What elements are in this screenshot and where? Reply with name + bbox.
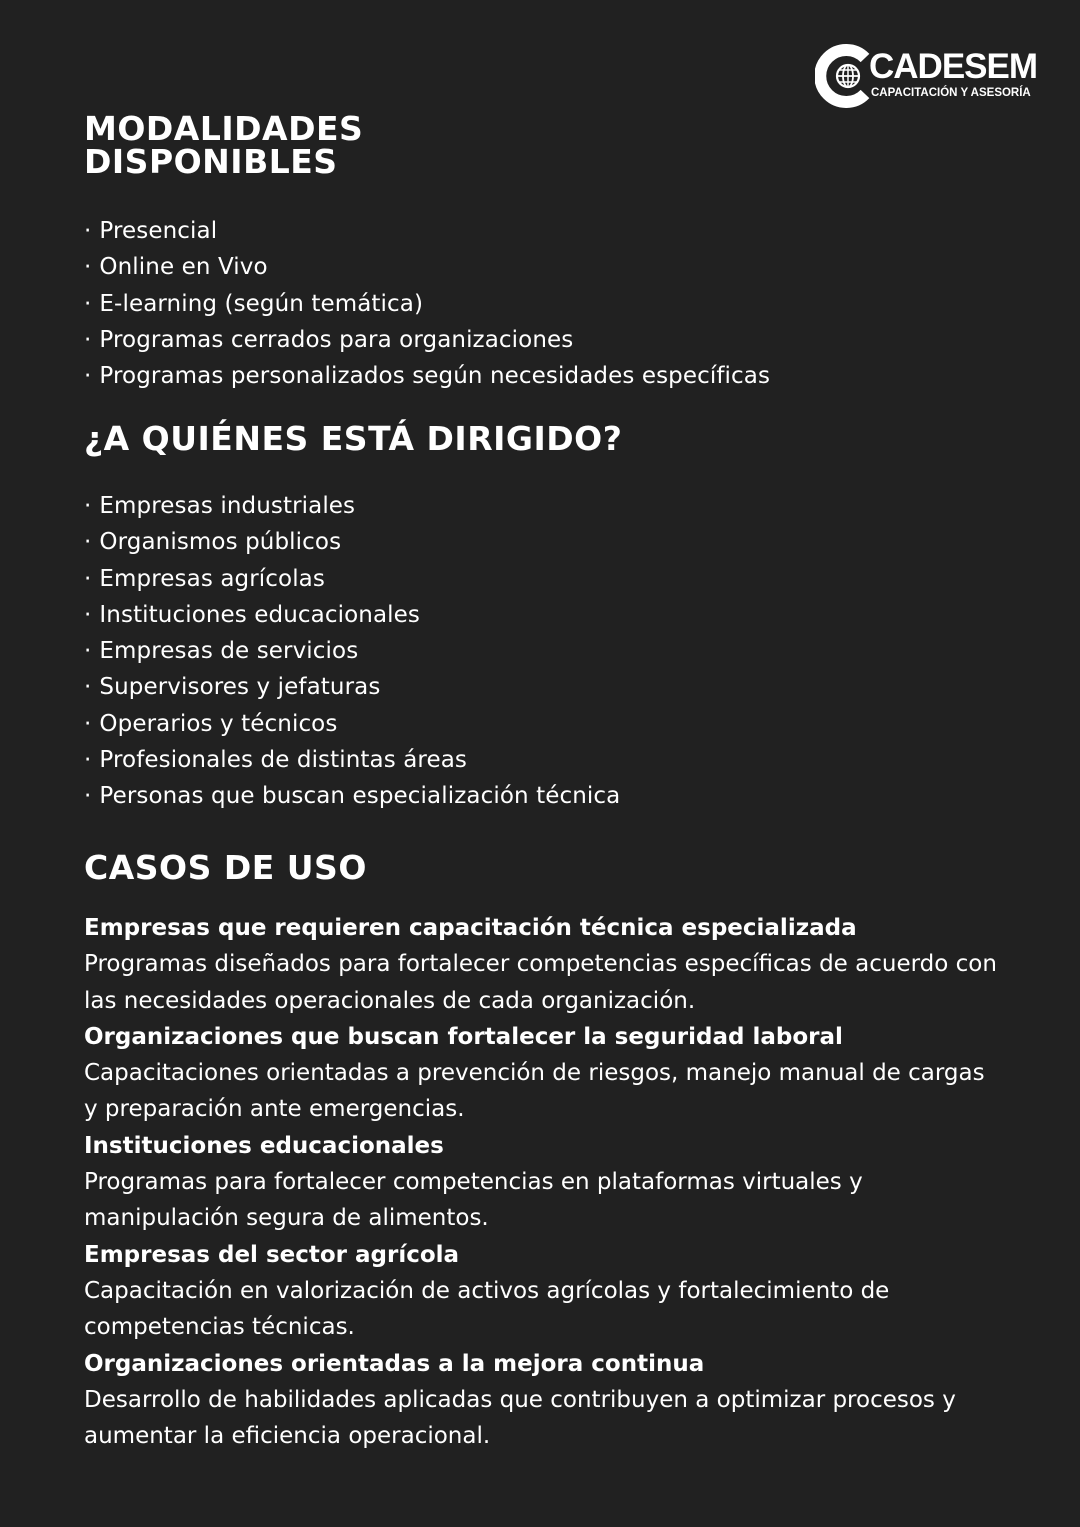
brand-logo	[815, 44, 1050, 108]
case-text: Programas diseñados para fortalecer competencias específicas de acuerdo con las necesidades operacionales de cada organización.	[84, 951, 997, 1014]
case-title: Instituciones educacionales	[84, 1132, 444, 1159]
brand-name: CADESEM	[869, 47, 1038, 86]
case-text: Desarrollo de habilidades aplicadas que contribuyen a optimizar procesos y aumentar la eficiencia operacional.	[84, 1386, 956, 1450]
case-item	[84, 1128, 1004, 1237]
case-text: Capacitaciones orientadas a prevención de riesgos, manejo manual de cargas y preparación ante emergencias.	[84, 1060, 985, 1123]
case-title: Organizaciones orientadas a la mejora continua	[84, 1350, 705, 1377]
case-title: Empresas que requieren capacitación técnica especializada	[84, 915, 857, 941]
modalidades-heading	[84, 109, 364, 181]
list-item: · Instituciones educacionales	[84, 601, 420, 628]
list-item: · Empresas agrícolas	[84, 565, 325, 592]
case-title: Empresas del sector agrícola	[84, 1241, 460, 1268]
case-item	[84, 1019, 1004, 1128]
list-item: · Supervisores y jefaturas	[84, 674, 381, 701]
list-item: · Online en Vivo	[84, 254, 268, 281]
casos-heading: CASOS DE USO	[84, 848, 367, 887]
list-item: · Operarios y técnicos	[84, 710, 338, 737]
modalidades-heading-line2: DISPONIBLES	[84, 142, 338, 181]
brand-tagline: CAPACITACIÓN Y ASESORÍA	[871, 87, 1031, 99]
modalidades-list	[84, 213, 770, 394]
case-item	[84, 1237, 1004, 1346]
list-item: · Programas personalizados según necesidades específicas	[84, 363, 771, 390]
case-item	[84, 1346, 1004, 1455]
dirigido-heading: ¿A QUIÉNES ESTÁ DIRIGIDO?	[84, 419, 623, 458]
list-item: · Personas que buscan especialización técnica	[84, 783, 621, 810]
list-item: · E-learning (según temática)	[84, 290, 424, 317]
case-item	[84, 910, 1004, 1019]
list-item: · Organismos públicos	[84, 529, 342, 556]
case-text: Programas para fortalecer competencias en plataformas virtuales y manipulación segura de alimentos.	[84, 1169, 863, 1232]
modalidades-heading-line1: MODALIDADES	[84, 109, 364, 148]
list-item: · Profesionales de distintas áreas	[84, 747, 468, 774]
list-item: · Programas cerrados para organizaciones	[84, 326, 574, 353]
case-text: Capacitación en valorización de activos agrícolas y fortalecimiento de competencias técnicas.	[84, 1277, 890, 1341]
dirigido-list	[84, 488, 620, 815]
casos-list	[84, 910, 1004, 1454]
list-item: · Empresas industriales	[84, 493, 356, 519]
list-item: · Empresas de servicios	[84, 638, 359, 665]
list-item: · Presencial	[84, 218, 218, 244]
case-title: Organizaciones que buscan fortalecer la seguridad laboral	[84, 1023, 843, 1050]
